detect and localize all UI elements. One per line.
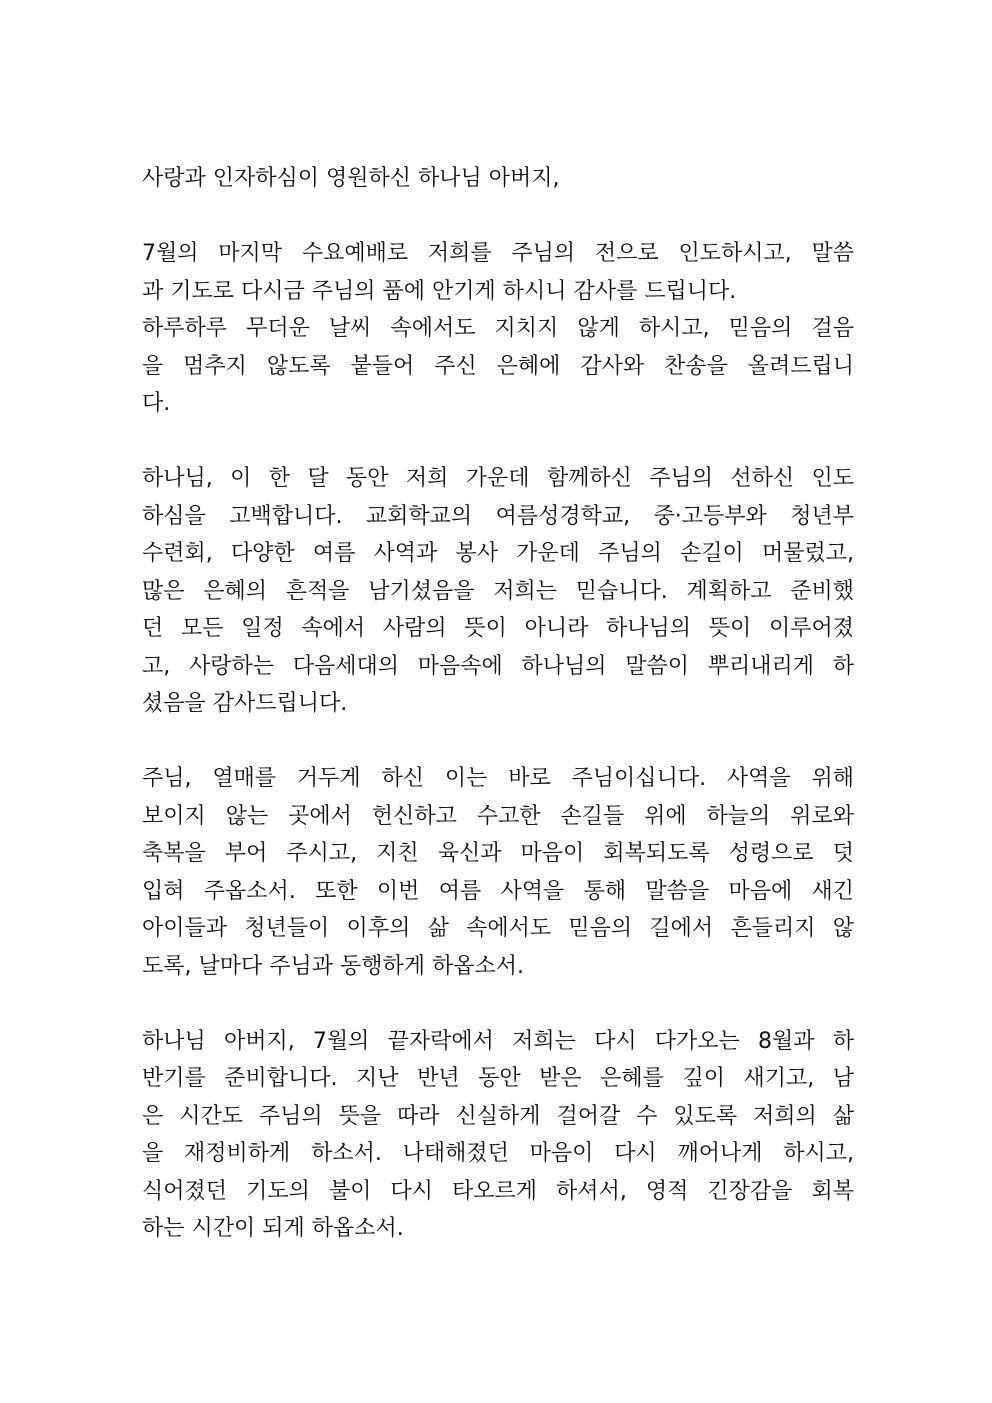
paragraph-1 bbox=[142, 235, 854, 423]
text-line: 을 멈추지 않도록 붙들어 주신 은혜에 감사와 찬송을 올려드립니 bbox=[142, 353, 854, 379]
paragraph-gap bbox=[142, 723, 854, 761]
text-line: 하루하루 무더운 날씨 속에서도 지치지 않게 하시고, 믿음의 걸음 bbox=[142, 316, 854, 341]
text-line: 다. bbox=[142, 391, 171, 416]
text-line: 하는 시간이 되게 하옵소서. bbox=[142, 1216, 404, 1241]
text-line: 아이들과 청년들이 이후의 삶 속에서도 믿음의 길에서 흔들리지 않 bbox=[142, 916, 854, 941]
text-line: 하나님, 이 한 달 동안 저희 가운데 함께하신 주님의 선하신 인도 bbox=[142, 466, 854, 491]
text-line: 던 모든 일정 속에서 사람의 뜻이 아니라 하나님의 뜻이 이루어졌 bbox=[142, 616, 854, 641]
text-line: 하나님 아버지, 7월의 끝자락에서 저희는 다시 다가오는 8월과 하 bbox=[142, 1028, 854, 1054]
text-line: 축복을 부어 주시고, 지친 육신과 마음이 회복되도록 성령으로 덧 bbox=[142, 841, 854, 866]
text-line: 과 기도로 다시금 주님의 품에 안기게 하시니 감사를 드립니다. bbox=[142, 278, 737, 304]
document-body bbox=[142, 160, 854, 1248]
text-line: 은 시간도 주님의 뜻을 따라 신실하게 걸어갈 수 있도록 저희의 삶 bbox=[142, 1103, 854, 1129]
text-line: 하심을 고백합니다. 교회학교의 여름성경학교, 중·고등부와 청년부 bbox=[142, 503, 854, 529]
text-line: 입혀 주옵소서. 또한 이번 여름 사역을 통해 말씀을 마음에 새긴 bbox=[142, 878, 854, 904]
text-line: 주님, 열매를 거두게 하신 이는 바로 주님이십니다. 사역을 위해 bbox=[142, 766, 854, 791]
text-line: 고, 사랑하는 다음세대의 마음속에 하나님의 말씀이 뿌리내리게 하 bbox=[142, 653, 854, 679]
text-line: 수련회, 다양한 여름 사역과 봉사 가운데 주님의 손길이 머물렀고, bbox=[142, 541, 854, 566]
text-line: 셨음을 감사드립니다. bbox=[142, 691, 348, 716]
text-line: 반기를 준비합니다. 지난 반년 동안 받은 은혜를 깊이 새기고, 남 bbox=[142, 1066, 854, 1091]
text-line: 7월의 마지막 수요예배로 저희를 주님의 전으로 인도하시고, 말씀 bbox=[142, 241, 854, 266]
opening-line: 사랑과 인자하심이 영원하신 하나님 아버지, bbox=[142, 166, 560, 191]
paragraph-gap bbox=[142, 985, 854, 1023]
paragraph-3 bbox=[142, 760, 854, 985]
paragraph-2 bbox=[142, 460, 854, 723]
text-line: 을 재정비하게 하소서. 나태해졌던 마음이 다시 깨어나게 하시고, bbox=[142, 1141, 854, 1166]
text-line: 도록, 날마다 주님과 동행하게 하옵소서. bbox=[142, 953, 524, 979]
paragraph-gap bbox=[142, 198, 854, 236]
paragraph-4 bbox=[142, 1023, 854, 1248]
text-line: 식어졌던 기도의 불이 다시 타오르게 하셔서, 영적 긴장감을 회복 bbox=[142, 1178, 854, 1204]
text-line: 많은 은혜의 흔적을 남기셨음을 저희는 믿습니다. 계획하고 준비했 bbox=[142, 578, 854, 604]
paragraph-gap bbox=[142, 423, 854, 461]
text-line: 보이지 않는 곳에서 헌신하고 수고한 손길들 위에 하늘의 위로와 bbox=[142, 803, 854, 829]
